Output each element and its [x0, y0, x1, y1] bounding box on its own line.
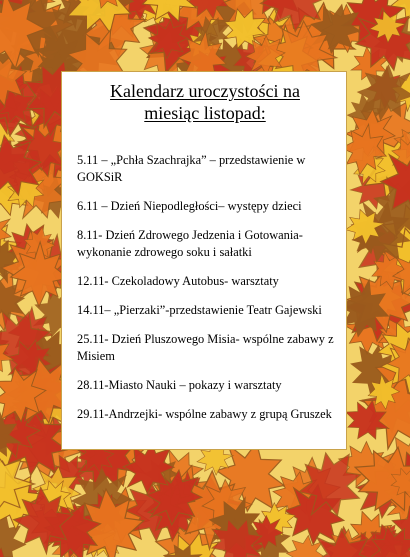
event-item: 29.11-Andrzejki- wspólne zabawy z grupą Gruszek	[77, 407, 332, 421]
event-item: 25.11- Dzień Pluszowego Misia- wspólne zabawy z Misiem	[77, 332, 334, 363]
calendar-panel	[61, 71, 347, 450]
event-list	[77, 152, 339, 435]
event-item: 28.11-Miasto Nauki – pokazy i warsztaty	[77, 378, 282, 392]
title-line-1: Kalendarz uroczystości na	[110, 81, 300, 101]
page-title	[62, 80, 348, 124]
event-item: 12.11- Czekoladowy Autobus- warsztaty	[77, 274, 279, 288]
title-line-2: miesiąc listopad:	[144, 103, 266, 123]
event-item: 6.11 – Dzień Niepodległości– występy dzieci	[77, 199, 302, 213]
event-item: 14.11– „Pierzaki”-przedstawienie Teatr Gajewski	[77, 303, 322, 317]
event-item: 5.11 – „Pchła Szachrajka” – przedstawienie w GOKSiR	[77, 153, 306, 184]
event-item: 8.11- Dzień Zdrowego Jedzenia i Gotowania- wykonanie zdrowego soku i sałatki	[77, 228, 303, 259]
